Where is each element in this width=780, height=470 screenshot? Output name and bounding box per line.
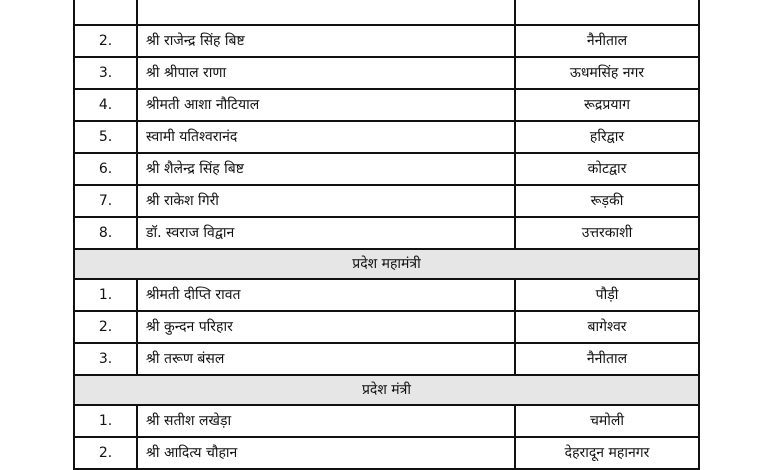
member-name: श्री कुन्दन परिहार — [137, 311, 515, 343]
member-location: रूद्रप्रयाग — [515, 89, 699, 121]
serial-number: 1. — [74, 279, 137, 311]
table-row — [74, 279, 699, 311]
member-name: श्री सतीश लखेड़ा — [137, 405, 515, 437]
member-location: चमोली — [515, 405, 699, 437]
serial-number: 3. — [74, 343, 137, 375]
table-row — [74, 89, 699, 121]
member-location: हरिद्वार — [515, 121, 699, 153]
member-location: नैनीताल — [515, 25, 699, 57]
member-name: श्रीमती दीप्ति रावत — [137, 279, 515, 311]
member-location: ऊधमसिंह नगर — [515, 57, 699, 89]
table-row — [74, 153, 699, 185]
member-location: पौड़ी — [515, 279, 699, 311]
serial-number: 6. — [74, 153, 137, 185]
member-location — [515, 0, 699, 25]
member-location: नैनीताल — [515, 343, 699, 375]
section-header-row — [74, 249, 699, 279]
table-row — [74, 185, 699, 217]
serial-number: 2. — [74, 437, 137, 469]
member-name: श्री राजेन्द्र सिंह बिष्ट — [137, 25, 515, 57]
serial-number: 2. — [74, 25, 137, 57]
serial-number: 8. — [74, 217, 137, 249]
table-row — [74, 217, 699, 249]
section-header-row — [74, 375, 699, 405]
member-name: श्री श्रीपाल राणा — [137, 57, 515, 89]
member-name: श्री आदित्य चौहान — [137, 437, 515, 469]
member-name: श्री राकेश गिरी — [137, 185, 515, 217]
table-row — [74, 343, 699, 375]
table-row — [74, 0, 699, 25]
serial-number: 4. — [74, 89, 137, 121]
member-name: श्रीमती आशा नौटियाल — [137, 89, 515, 121]
member-name — [137, 0, 515, 25]
member-location: रूड़की — [515, 185, 699, 217]
section-title: प्रदेश मंत्री — [74, 375, 699, 405]
member-name: डॉ. स्वराज विद्वान — [137, 217, 515, 249]
table-row — [74, 25, 699, 57]
serial-number: 2. — [74, 311, 137, 343]
member-location: बागेश्वर — [515, 311, 699, 343]
table-row — [74, 311, 699, 343]
member-location: देहरादून महानगर — [515, 437, 699, 469]
table-row — [74, 121, 699, 153]
member-location: कोटद्वार — [515, 153, 699, 185]
table-row — [74, 437, 699, 469]
serial-number: 1. — [74, 405, 137, 437]
member-location: उत्तरकाशी — [515, 217, 699, 249]
member-name: श्री शैलेन्द्र सिंह बिष्ट — [137, 153, 515, 185]
member-name: स्वामी यतिश्वरानंद — [137, 121, 515, 153]
table-row — [74, 57, 699, 89]
serial-number — [74, 0, 137, 25]
serial-number: 5. — [74, 121, 137, 153]
serial-number: 3. — [74, 57, 137, 89]
office-bearers-table — [73, 0, 700, 470]
table-row — [74, 405, 699, 437]
section-title: प्रदेश महामंत्री — [74, 249, 699, 279]
member-name: श्री तरूण बंसल — [137, 343, 515, 375]
serial-number: 7. — [74, 185, 137, 217]
